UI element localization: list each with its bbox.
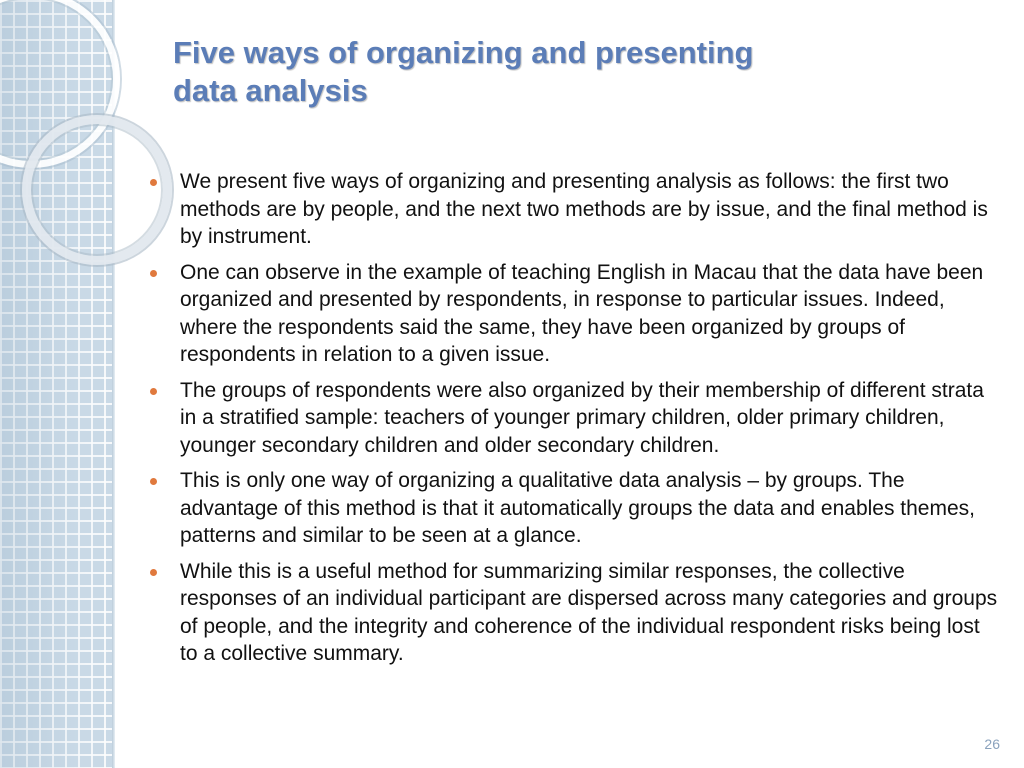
page-number: 26 bbox=[984, 736, 1000, 752]
bullet-text: While this is a useful method for summarizing similar responses, the collective responses of an individual participant are dispersed across many categories and groups of people, and the integrity and coherence of the individual respondent risks being lost to a collective summary. bbox=[180, 559, 998, 665]
bullet-dot-icon bbox=[150, 478, 157, 485]
bullet-text: This is only one way of organizing a qualitative data analysis – by groups. The advantage of this method is that it automatically groups the data and enables themes, patterns and similar to be seen at a glance. bbox=[180, 469, 975, 547]
bullet-text: The groups of respondents were also organized by their membership of different strata in a stratified sample: teachers of younger primary children, older primary children, younger secondary children and older secondary children. bbox=[180, 378, 984, 457]
slide-title-line: data analysis bbox=[173, 73, 368, 108]
bullet-dot-icon bbox=[150, 388, 157, 395]
bullet-dot-icon bbox=[150, 270, 157, 277]
bullet-dot-icon bbox=[150, 569, 157, 576]
bullet-item bbox=[150, 558, 1000, 668]
bullet-text: One can observe in the example of teaching English in Macau that the data have been organized and presented by respondents, in response to particular issues. Indeed, where the respondents said the same, they have been organized by groups of respondents in relation to a given issue. bbox=[180, 260, 984, 366]
bullet-text: We present five ways of organizing and presenting analysis as follows: the first two methods are by people, and the next two methods are by issue, and the final method is by instrument. bbox=[180, 170, 988, 248]
slide-title-line: Five ways of organizing and presenting bbox=[173, 35, 754, 70]
bullet-item bbox=[150, 259, 1000, 369]
slide-title bbox=[173, 34, 973, 110]
decorative-strip-edge bbox=[112, 0, 115, 768]
bullet-dot-icon bbox=[150, 179, 157, 186]
bullet-list bbox=[150, 168, 1000, 676]
bullet-item bbox=[150, 377, 1000, 460]
bullet-item bbox=[150, 467, 1000, 550]
bullet-item bbox=[150, 168, 1000, 251]
